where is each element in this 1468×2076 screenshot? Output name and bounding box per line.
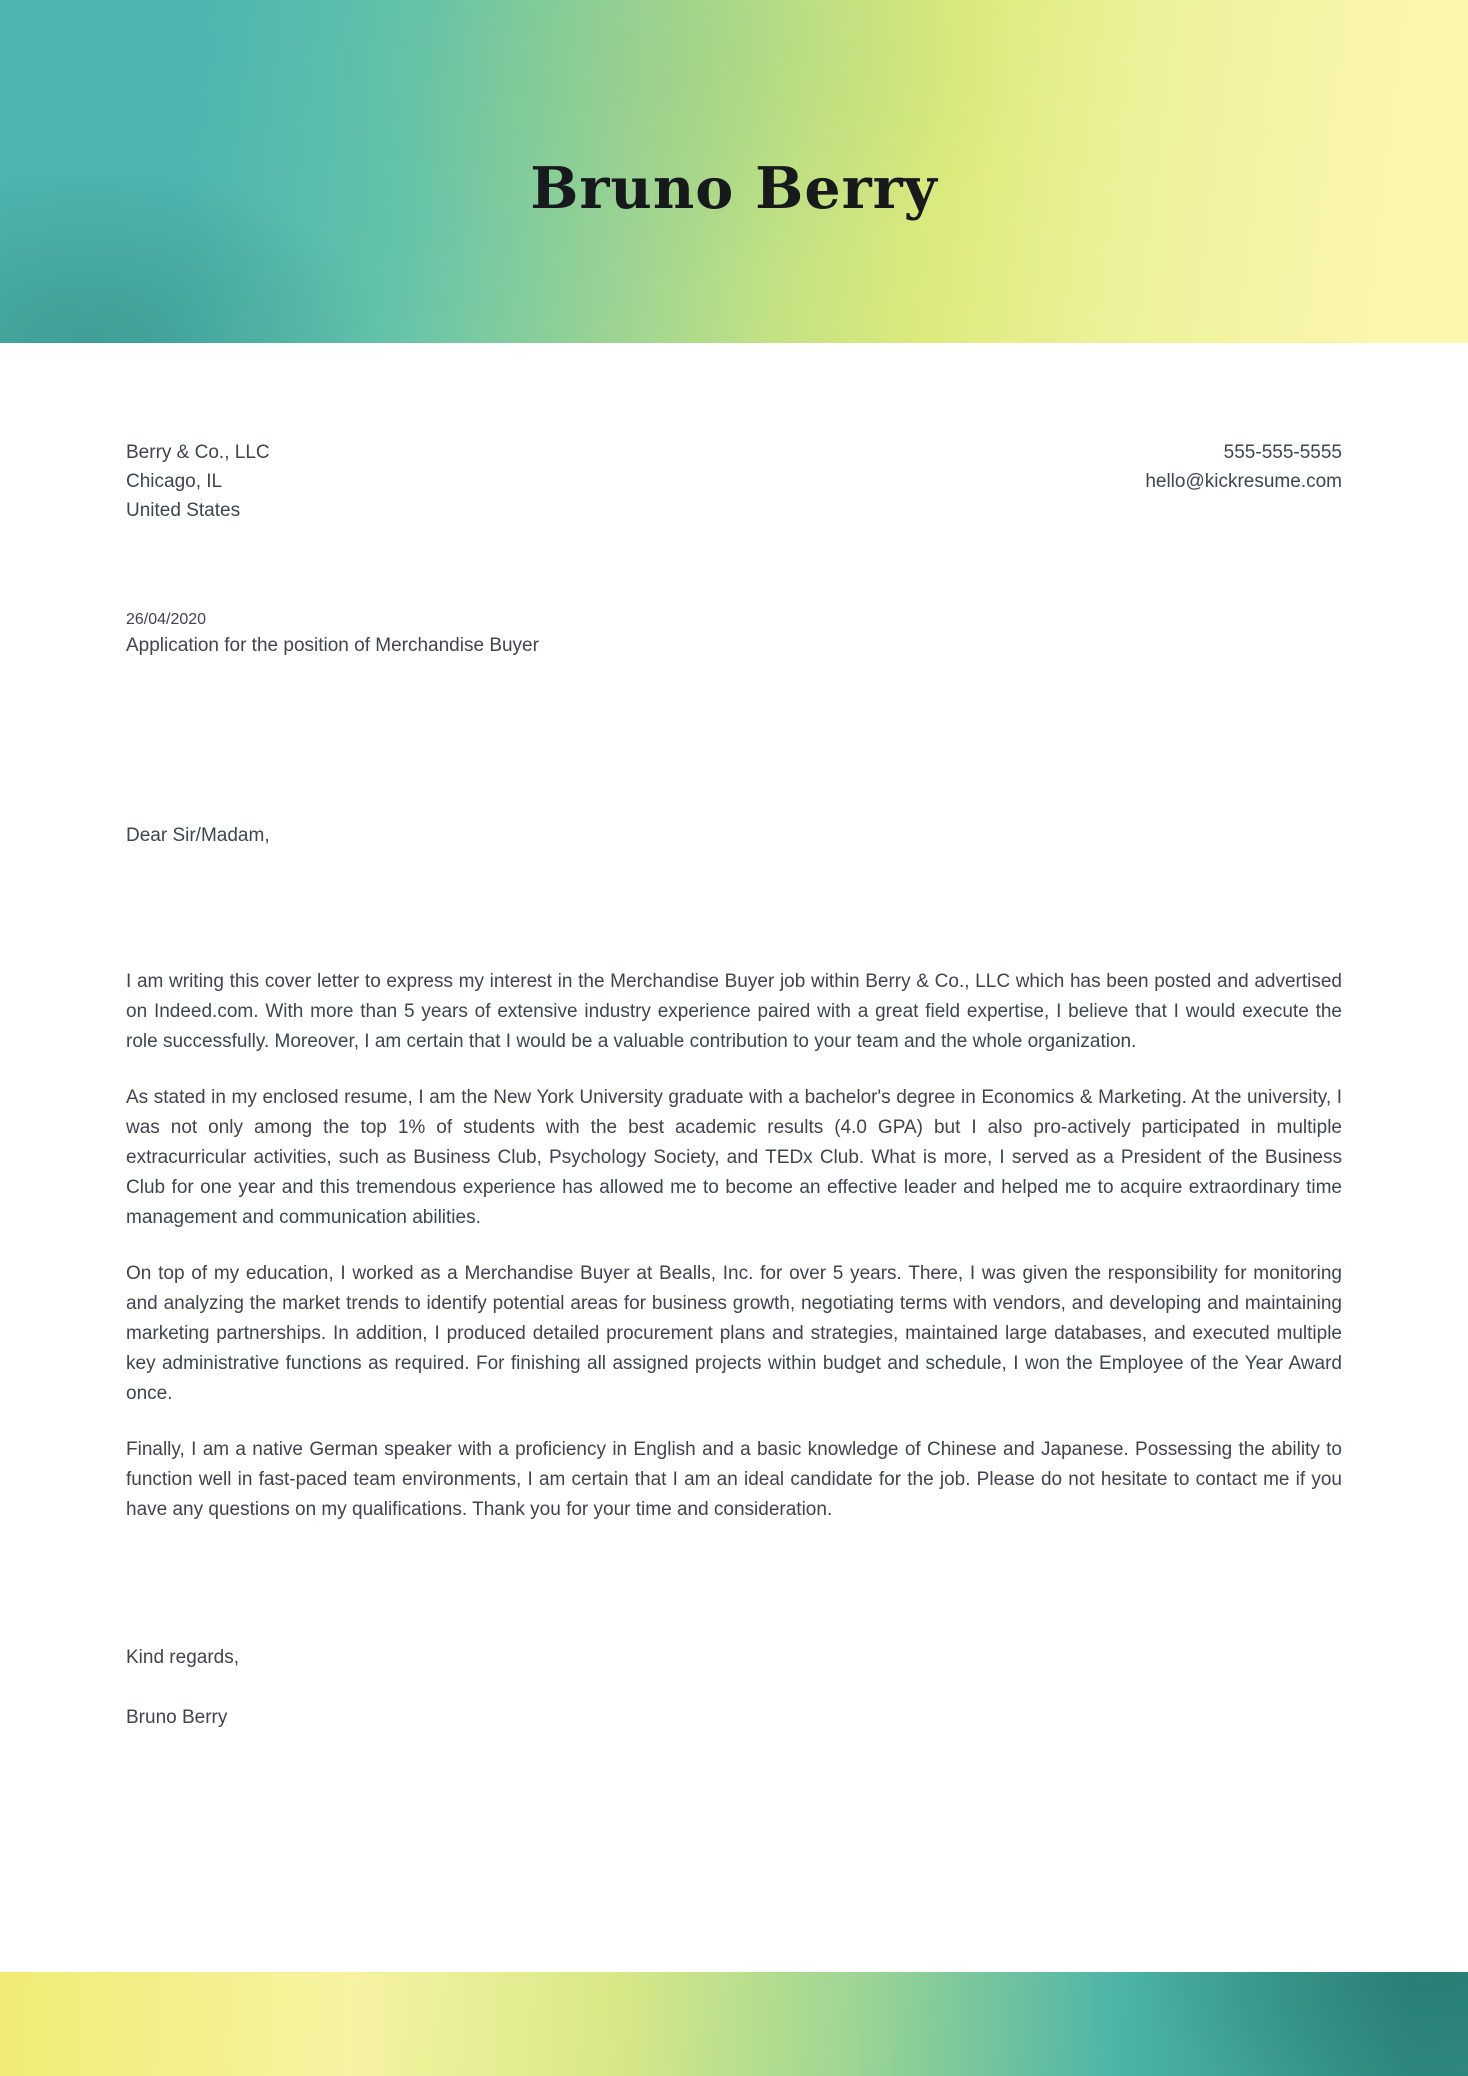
letter-footer [0, 1972, 1468, 2076]
recipient-country: United States [126, 500, 241, 521]
recipient-company: Berry & Co., LLC [126, 442, 270, 463]
applicant-name: Bruno Berry [530, 155, 938, 222]
letter-subject: Application for the position of Merchandise Buyer [126, 635, 539, 656]
letter-body [0, 438, 1468, 1733]
recipient-city: Chicago, IL [126, 471, 223, 492]
paragraph-experience: On top of my education, I worked as a Merchandise Buyer at Bealls, Inc. for over 5 years. There, I was given the responsibility for monitoring and analyzing the market trends to identify potential areas for business growth, negotiating terms with vendors, and developing and maintaining marketing partnerships. In addition, I produced detailed procurement plans and strategies, maintained large databases, and executed multiple key administrative functions as required. For finishing all assigned projects within budget and schedule, I won the Employee of the Year Award once. [126, 1263, 1342, 1404]
recipient-address [126, 438, 270, 525]
letter-date: 26/04/2020 [126, 611, 207, 628]
salutation: Dear Sir/Madam, [126, 825, 270, 846]
letter-header [0, 0, 1468, 343]
paragraph-introduction: I am writing this cover letter to express my interest in the Merchandise Buyer job within Berry & Co., LLC which has been posted and advertised on Indeed.com. With more than 5 years of extensive industry experience paired with a great field expertise, I believe that I would execute the role successfully. Moreover, I am certain that I would be a valuable contribution to your team and the whole organization. [126, 971, 1342, 1052]
signature-name: Bruno Berry [126, 1707, 228, 1728]
paragraph-education: As stated in my enclosed resume, I am the New York University graduate with a bachelor's degree in Economics & Marketing. At the university, I was not only among the top 1% of students with the best academic results (4.0 GPA) but I also pro-actively participated in multiple extracurricular activities, such as Business Club, Psychology Society, and TEDx Club. What is more, I served as a President of the Business Club for one year and this tremendous experience has allowed me to become an effective leader and helped me to acquire extraordinary time management and communication abilities. [126, 1087, 1342, 1228]
paragraph-skills: Finally, I am a native German speaker with a proficiency in English and a basic knowledge of Chinese and Japanese. Possessing the ability to function well in fast-paced team environments, I am certain that I am an ideal candidate for the job. Please do not hesitate to contact me if you have any questions on my qualifications. Thank you for your time and consideration. [126, 1439, 1342, 1520]
sender-phone: 555-555-5555 [1223, 442, 1342, 463]
sender-contact [1145, 438, 1342, 525]
sender-email: hello@kickresume.com [1145, 471, 1342, 492]
letter-meta [126, 609, 1342, 661]
info-row [126, 438, 1342, 525]
closing: Kind regards, [126, 1647, 240, 1668]
